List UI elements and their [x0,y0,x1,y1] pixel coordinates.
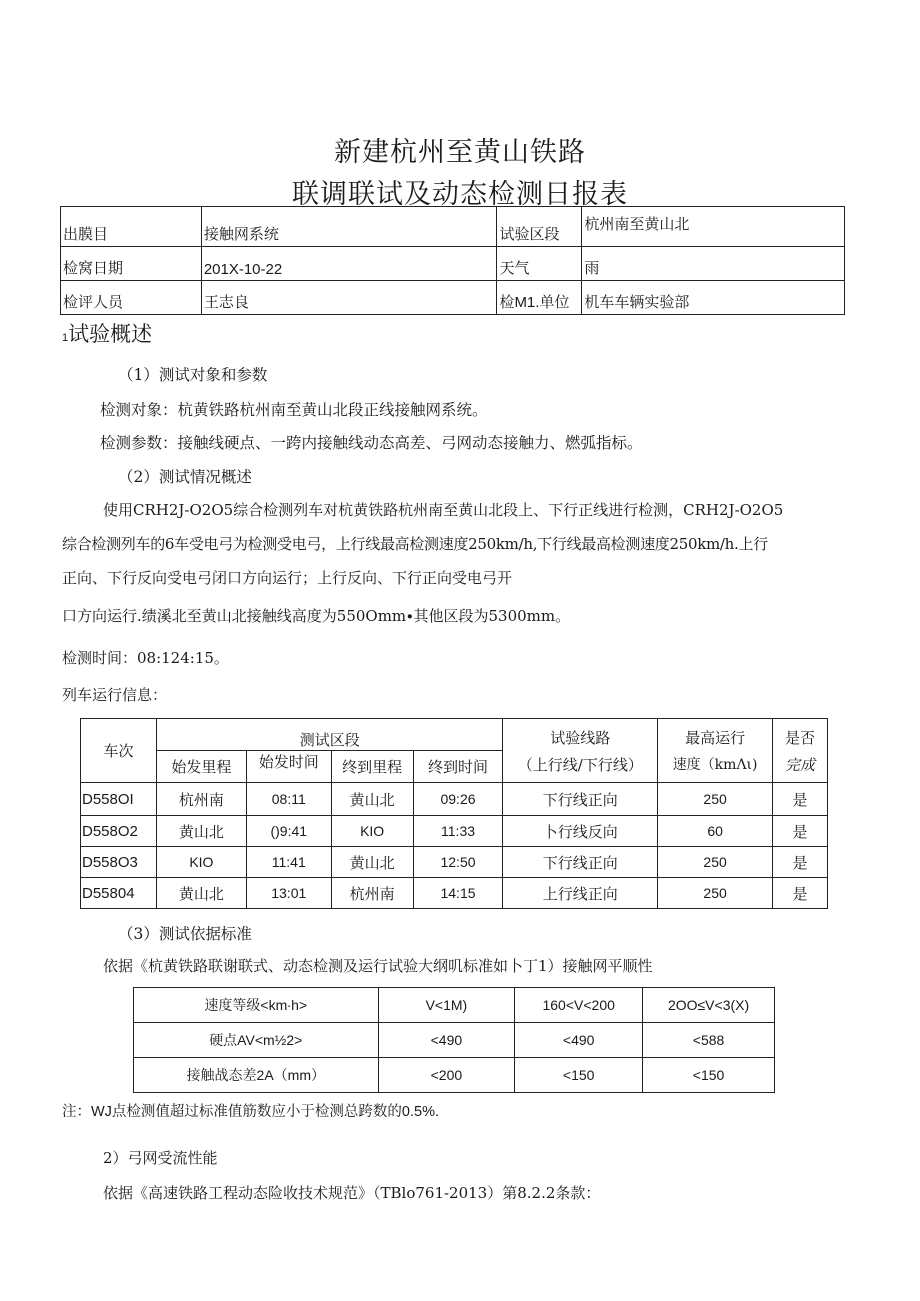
info-cell: 试验区段 [497,207,582,247]
section-2-heading: 2）弓网受流性能 [103,1149,218,1167]
info-cell: 接触网系统 [201,207,497,247]
info-table [60,206,845,315]
cell-car: D558O3 [81,847,157,878]
paragraph-line: 正向、下行反向受电弓闭口方向运行；上行反向、下行正向受电弓开 [62,569,513,587]
title-line-1: 新建杭州至黄山铁路 [334,137,586,168]
standard-table [133,987,775,1093]
header-speed [658,719,773,783]
paragraph-line: 综合检测列车的6车受电弓为检测受电弓，上行线最高检测速度250km∕h,下行线最高检测速度250km∕h.上行 [62,535,768,553]
cell: 08:11 [246,783,331,816]
cell: 杭州南 [156,783,246,816]
note-text: 注：WJ点检测值超过标准值筋数应小于检测总跨数的0.5%. [62,1104,440,1120]
basis-2-text: 依据《高速铁路工程动态险收技术规范》（TBlo761-2013）第8.2.2条款： [103,1184,601,1202]
cell: 黄山北 [331,783,413,816]
cell-car: D558O2 [81,816,157,847]
subheading-3: （3）测试依据标准 [118,925,252,943]
cell: 250 [658,847,773,878]
cell: <490 [515,1023,643,1058]
cell: 下行线正向 [503,847,658,878]
info-row [61,247,845,281]
table-row [134,1058,775,1093]
detect-object: 检测对象：杭黄铁路杭州南至黄山北段正线接触网系统。 [100,401,488,419]
cell: 13:01 [246,878,331,909]
header-done [773,719,828,783]
cell: <490 [378,1023,515,1058]
table-row [134,1023,775,1058]
cell: <588 [643,1023,775,1058]
paragraph-line: 口方向运行.绩溪北至黄山北接触线高度为550Omm∙其他区段为5300mm。 [62,607,571,625]
cell: 是 [773,878,828,909]
info-cell: 杭州南至黄山北 [582,207,845,247]
header-speed-2: 速度（kmΛι) [672,757,758,773]
section-1-heading [62,318,152,348]
cell: 黄山北 [156,816,246,847]
section-number: 1 [62,332,69,344]
table-row [81,783,828,816]
cell: 下行线正向 [503,783,658,816]
table-row [81,847,828,878]
cell: 60 [658,816,773,847]
cell: <150 [643,1058,775,1093]
cell: 11:41 [246,847,331,878]
header-line [503,719,658,783]
title-line-2: 联调联试及动态检测日报表 [292,179,628,210]
cell: 是 [773,847,828,878]
cell: 速度等级<km∙h> [134,988,379,1023]
cell: 14:15 [413,878,503,909]
cell: V<1M) [378,988,515,1023]
info-cell: 检M1.单位 [497,281,582,315]
train-table [80,718,828,909]
detect-params: 检测参数：接触线硬点、一跨内接触线动态高差、弓网动态接触力、燃弧指标。 [100,434,643,452]
header-end-time: 终到时间 [413,751,503,783]
info-cell: 雨 [582,247,845,281]
cell-car: D55804 [81,878,157,909]
cell: 2OO≤V<3(X) [643,988,775,1023]
cell-car: D558OI [81,783,157,816]
detect-time: 检测时间：08:124:15。 [62,649,229,667]
cell: 160<V<200 [515,988,643,1023]
cell: 250 [658,878,773,909]
info-cell: 王志良 [201,281,497,315]
info-row [61,281,845,315]
cell: 09:26 [413,783,503,816]
cell: ()9:41 [246,816,331,847]
info-row [61,207,845,247]
section-title: 试验概述 [68,322,153,346]
header-line-2: （上行线/下行线） [517,755,643,774]
header-done-1: 是否 [785,728,816,747]
info-cell: 检窝日期 [61,247,202,281]
info-cell: 检评人员 [61,281,202,315]
info-cell: 天气 [497,247,582,281]
cell: 接触战态差2A（mm） [134,1058,379,1093]
cell: 250 [658,783,773,816]
header-line-1: 试验线路 [550,728,611,747]
cell: <200 [378,1058,515,1093]
header-section: 测试区段 [156,719,503,751]
train-info-label: 列车运行信息： [62,686,168,704]
subheading-1: （1）测试对象和参数 [118,366,268,384]
cell: 是 [773,783,828,816]
cell: 黄山北 [331,847,413,878]
cell: 是 [773,816,828,847]
cell: KIO [331,816,413,847]
cell: 卜行线反向 [503,816,658,847]
header-speed-1: 最高运行 [685,729,746,747]
cell: 11:33 [413,816,503,847]
header-end-km: 终到里程 [331,751,413,783]
info-cell: 201X-10-22 [201,247,497,281]
paragraph-line: 使用CRH2J-O2O5综合检测列车对杭黄铁路杭州南至黄山北段上、下行正线进行检测，CRH2J-O2O5 [103,501,784,519]
header-done-2: 完成 [785,755,816,774]
header-car: 车次 [81,719,157,783]
info-cell: 机车车辆实验部 [582,281,845,315]
table-header-row [81,719,828,751]
cell: 黄山北 [156,878,246,909]
cell: 12:50 [413,847,503,878]
header-start-time: 始发时间 [246,751,331,783]
table-row [81,816,828,847]
subheading-2: （2）测试情况概述 [118,468,252,486]
cell: 上行线正向 [503,878,658,909]
basis-text: 依据《杭黄铁路联谢联式、动态检测及运行试验大纲叽标准如卜丁1）接触网平顺性 [103,957,653,975]
cell: 杭州南 [331,878,413,909]
info-cell: 出膜目 [61,207,202,247]
cell: KIO [156,847,246,878]
header-start-km: 始发里程 [156,751,246,783]
table-row [134,988,775,1023]
table-row [81,878,828,909]
cell: <150 [515,1058,643,1093]
cell: 硬点AV<m½2> [134,1023,379,1058]
